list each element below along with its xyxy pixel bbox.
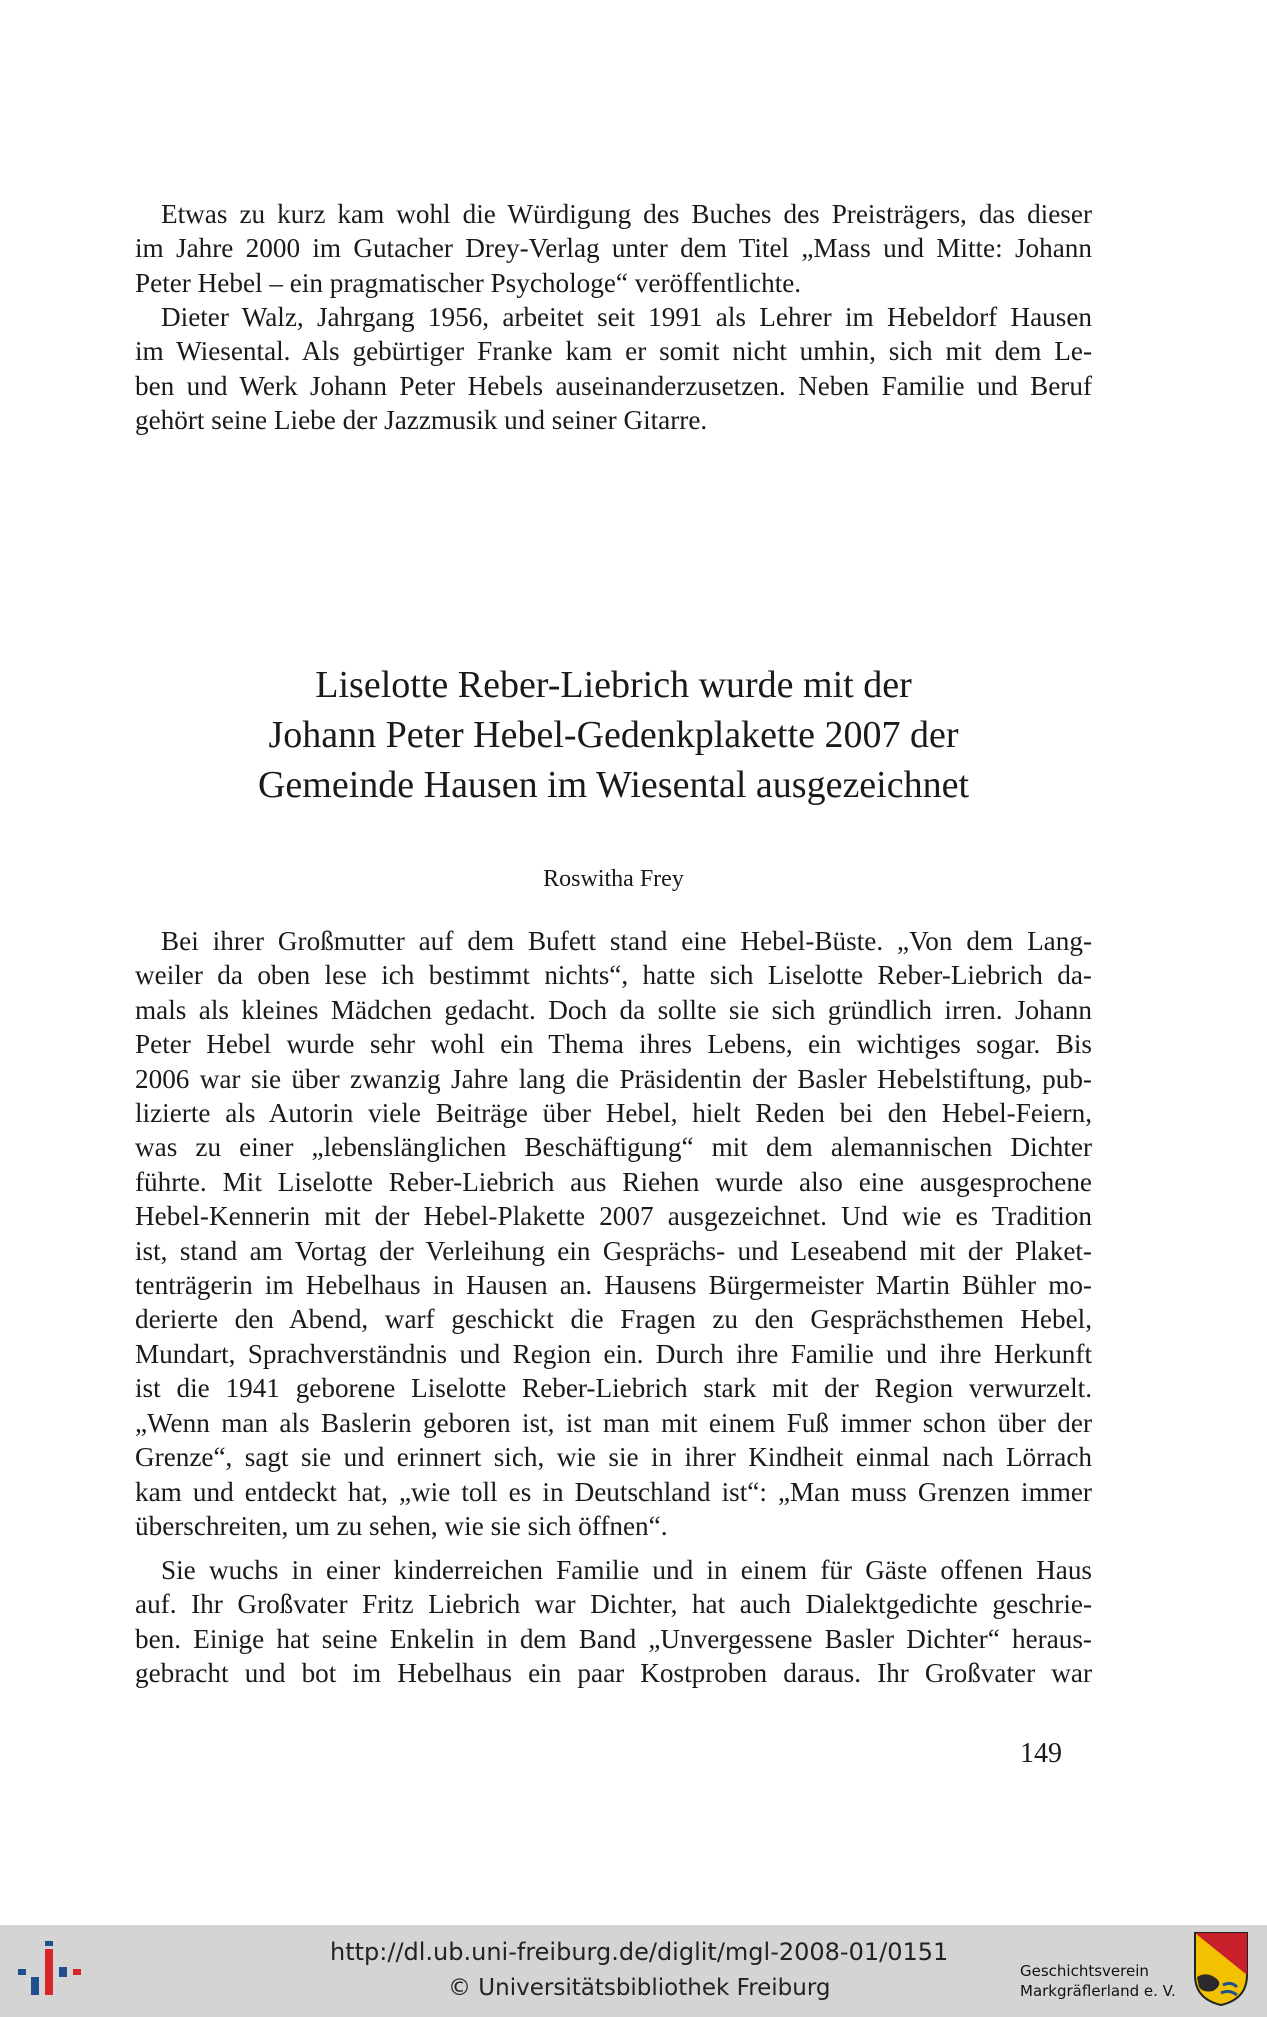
intro-paragraph-1 — [135, 197, 1092, 300]
page-number: 149 — [1020, 1738, 1062, 1769]
text-line: weiler da oben lese ich bestimmt nichts“, hatte sich Liselotte Reber-Liebrich da- — [135, 960, 1092, 991]
ub-freiburg-logo-icon — [18, 1941, 82, 2003]
intro-paragraph-2 — [135, 300, 1092, 438]
text-line: auf. Ihr Großvater Fritz Liebrich war Dichter, hat auch Dialektgedichte geschrie- — [135, 1589, 1092, 1620]
text-line: 2006 war sie über zwanzig Jahre lang die Präsidentin der Basler Hebelstiftung, pub- — [135, 1063, 1092, 1094]
title-line: Gemeinde Hausen im Wiesental ausgezeichnet — [257, 764, 970, 806]
text-line: ist, stand am Vortag der Verleihung ein Gesprächs- und Leseabend mit der Plaket- — [135, 1235, 1092, 1266]
text-line: ist die 1941 geborene Liselotte Reber-Liebrich stark mit der Region verwurzelt. — [135, 1373, 1092, 1404]
text-line: tenträgerin im Hebelhaus in Hausen an. Hausens Bürgermeister Martin Bühler mo- — [135, 1270, 1092, 1301]
text-line: Sie wuchs in einer kinderreichen Familie und in einem für Gäste offenen Haus — [161, 1555, 1092, 1585]
footer-url-link[interactable]: http://dl.ub.uni-freiburg.de/diglit/mgl-2008-01/0151 — [330, 1938, 949, 1966]
text-line: gehört seine Liebe der Jazzmusik und seiner Gitarre. — [135, 405, 708, 436]
title-line: Liselotte Reber-Liebrich wurde mit der — [315, 664, 912, 706]
text-line: im Jahre 2000 im Gutacher Drey-Verlag unter dem Titel „Mass und Mitte: Johann — [135, 233, 1092, 264]
article-author: Roswitha Frey — [543, 866, 684, 892]
text-line: Mundart, Sprachverständnis und Region ein. Durch ihre Familie und ihre Herkunft — [135, 1338, 1092, 1369]
text-line: ben und Werk Johann Peter Hebels auseinanderzusetzen. Neben Familie und Beruf — [135, 370, 1092, 401]
text-line: ben. Einige hat seine Enkelin in dem Band „Unvergessene Basler Dichter“ heraus- — [135, 1623, 1092, 1654]
text-line: Peter Hebel wurde sehr wohl ein Thema ihres Lebens, ein wichtiges sogar. Bis — [135, 1029, 1092, 1060]
verein-line: Markgräflerland e. V. — [1020, 1982, 1176, 2000]
article-paragraph-1 — [135, 924, 1092, 1543]
article-paragraph-2 — [135, 1553, 1092, 1691]
footer-copyright: © Universitätsbibliothek Freiburg — [448, 1975, 831, 2001]
text-line: Peter Hebel – ein pragmatischer Psychologe“ veröffentlichte. — [135, 267, 802, 298]
text-line: Grenze“, sagt sie und erinnert sich, wie sie in ihrer Kindheit einmal nach Lörrach — [135, 1442, 1092, 1473]
text-line: Hebel-Kennerin mit der Hebel-Plakette 2007 ausgezeichnet. Und wie es Tradition — [135, 1201, 1092, 1232]
text-line: mals als kleines Mädchen gedacht. Doch da sollte sie sich gründlich irren. Johann — [135, 994, 1092, 1025]
text-line: Dieter Walz, Jahrgang 1956, arbeitet seit 1991 als Lehrer im Hebeldorf Hausen — [161, 302, 1092, 332]
title-line: Johann Peter Hebel-Gedenkplakette 2007 der — [268, 714, 959, 756]
article-title — [135, 660, 1092, 810]
footer-bar — [0, 1925, 1267, 2017]
text-line: kam und entdeckt hat, „wie toll es in Deutschland ist“: „Man muss Grenzen immer — [135, 1476, 1092, 1507]
verein-line: Geschichtsverein — [1020, 1962, 1149, 1980]
footer-verein-label — [1020, 1961, 1176, 2001]
coat-of-arms-icon — [1193, 1931, 1249, 2007]
text-line: im Wiesental. Als gebürtiger Franke kam er somit nicht umhin, sich mit dem Le- — [135, 336, 1092, 367]
text-line: „Wenn man als Baslerin geboren ist, ist man mit einem Fuß immer schon über der — [135, 1407, 1092, 1438]
text-line: führte. Mit Liselotte Reber-Liebrich aus Riehen wurde also eine ausgesprochene — [135, 1166, 1092, 1197]
text-line: Etwas zu kurz kam wohl die Würdigung des Buches des Preisträgers, das dieser — [161, 199, 1092, 229]
text-line: gebracht und bot im Hebelhaus ein paar Kostproben daraus. Ihr Großvater war — [135, 1658, 1092, 1689]
text-line: derierte den Abend, warf geschickt die Fragen zu den Gesprächsthemen Hebel, — [135, 1304, 1092, 1335]
text-line: was zu einer „lebenslänglichen Beschäftigung“ mit dem alemannischen Dichter — [135, 1132, 1092, 1163]
text-line: Bei ihrer Großmutter auf dem Bufett stand eine Hebel-Büste. „Von dem Lang- — [161, 926, 1092, 956]
text-line: lizierte als Autorin viele Beiträge über Hebel, hielt Reden bei den Hebel-Feiern, — [135, 1098, 1092, 1129]
text-line: überschreiten, um zu sehen, wie sie sich öffnen“. — [135, 1510, 668, 1541]
